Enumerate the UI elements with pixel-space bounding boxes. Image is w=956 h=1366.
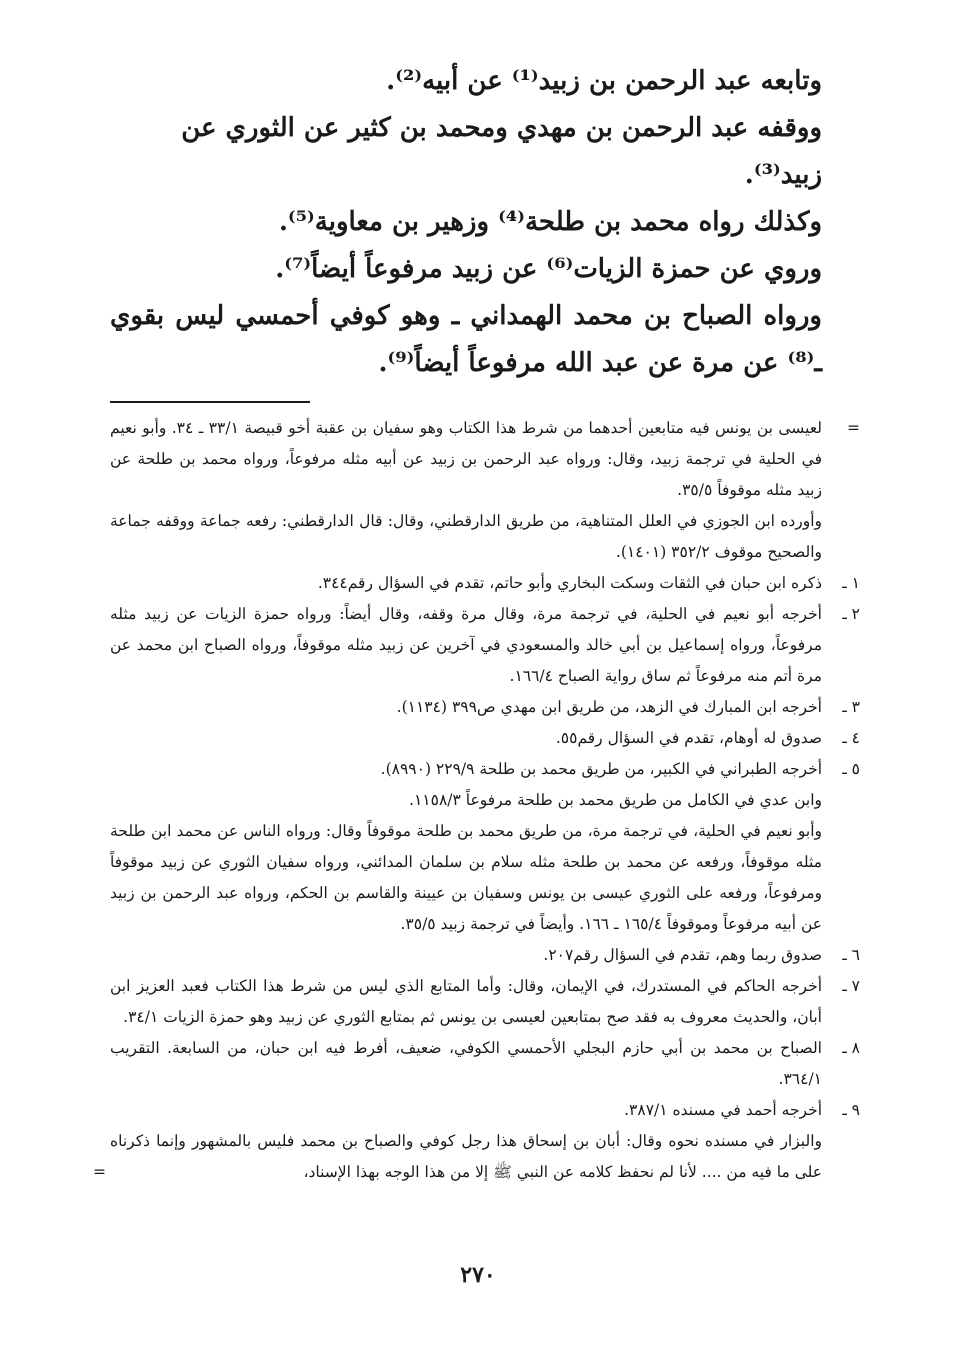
footnote-3 xyxy=(110,692,860,723)
footnote-1 xyxy=(110,568,860,599)
footnote-paragraph: وأورده ابن الجوزي في العلل المتناهية، من طريق الدارقطني، وقال: قال الدارقطني: رفعه جماعة ووقفه جماعة والصحيح موقوف ٣٥٢/٢ (١٤٠١). xyxy=(110,512,822,561)
footnote-number: ٣ ـ xyxy=(842,698,860,716)
footnote-6 xyxy=(110,940,860,971)
footnote-paragraph: أخرجه ابن المبارك في الزهد، من طريق ابن مهدي ص٣٩٩ (١١٣٤). xyxy=(396,698,822,716)
main-text xyxy=(110,58,822,387)
footnote-9 xyxy=(93,1095,860,1188)
footnote-number: ٩ ـ xyxy=(842,1101,860,1119)
trailing-continuation-mark: = xyxy=(93,1163,106,1181)
footnote-paragraph: أخرجه الطبراني في الكبير، من طريق محمد بن طلحة ٢٢٩/٩ (٨٩٩٠). xyxy=(380,760,822,778)
main-line: ورواه الصباح بن محمد الهمداني ـ وهو كوفي أحمسي ليس بقوي ـ⁽⁸⁾ عن مرة عن عبد الله مرفوعاً أيضاً⁽⁹⁾. xyxy=(110,301,822,378)
footnote-number: ٦ ـ xyxy=(842,946,860,964)
footnote-2 xyxy=(110,599,860,692)
main-line: وروي عن حمزة الزيات⁽⁶⁾ عن زبيد مرفوعاً أيضاً⁽⁷⁾. xyxy=(275,254,822,284)
footnote-paragraph: لعيسى بن يونس فيه متابعين أحدهما من شرط هذا الكتاب وهو سفيان بن عقبة أخو قبيصة ٣٣/١ ـ ٣٤. وأبو نعيم في الحلية في ترجمة زبيد، وقال: ورواه عبد الرحمن بن زبيد عن أبيه مثله مرفوعاً، ورواه محمد بن طلحة عن زبيد مثله موقوفاً ٣٥/٥. xyxy=(110,419,822,499)
footnote-paragraph: الصباح بن محمد بن أبي حازم البجلي الأحمسي الكوفي، ضعيف، أفرط فيه ابن حبان، من السابعة. التقريب ٣٦٤/١. xyxy=(110,1039,822,1088)
footnote-paragraph: وابن عدي في الكامل من طريق محمد بن طلحة مرفوعاً ١١٥٨/٣. xyxy=(409,791,822,809)
footnote-paragraph: وأبو نعيم في الحلية، في ترجمة مرة، من طريق محمد بن طلحة موقوفاً وقال: ورواه الناس عن محمد ابن طلحة مثله موقوفاً، ورفعه عن محمد بن طلحة مثله سلام بن سلمان المدائني، ورواه سفيان الثوري عن زبيد موقوفاً ومرفوعاً، ورفعه على الثوري عيسى بن يونس وسفيان بن عيينة والقاسم بن الحكم، ورواه عبد الرحمن بن زبيد عن أبيه مرفوعاً وموقوفاً ١٦٥/٤ ـ ١٦٦. وأيضاً في ترجمة زبيد ٣٥/٥. xyxy=(110,822,822,933)
footnote-paragraph: ذكره ابن حبان في الثقات وسكت البخاري وأبو حاتم، تقدم في السؤال رقم٣٤٤. xyxy=(317,574,822,592)
footnote-7 xyxy=(110,971,860,1033)
footnote-number: ٥ ـ xyxy=(842,760,860,778)
main-line: ووقفه عبد الرحمن بن مهدي ومحمد بن كثير عن الثوري عن زبيد⁽³⁾. xyxy=(181,113,822,190)
main-line: وكذلك رواه محمد بن طلحة⁽⁴⁾ وزهير بن معاوية⁽⁵⁾. xyxy=(278,207,822,237)
footnote-paragraph: أخرجه أبو نعيم في الحلية، في ترجمة مرة، وقال مرة وقفه، وقال أيضاً: ورواه حمزة الزيات عن زبيد مثله مرفوعاً، ورواه إسماعيل بن أبي خالد والمسعودي في آخرين عن زبيد مثله موقوفاً، ورواه الصباح ابن محمد عن مرة أتم منه مرفوعاً ثم ساق رواية الصباح ١٦٦/٤. xyxy=(110,605,822,685)
page-body xyxy=(93,58,860,1188)
page-number: ٢٧٠ xyxy=(460,1262,496,1288)
footnote-paragraph: صدوق ربما وهم، تقدم في السؤال رقم٢٠٧. xyxy=(543,946,822,964)
footnote-8 xyxy=(110,1033,860,1095)
footnote-paragraph: أخرجه أحمد في مسنده ٣٨٧/١. xyxy=(624,1101,822,1119)
footnote-number: ٧ ـ xyxy=(842,977,860,995)
footnote-number: ٤ ـ xyxy=(842,729,860,747)
footnote-separator xyxy=(110,401,310,403)
footnote-5 xyxy=(110,754,860,940)
footnote-number: ٢ ـ xyxy=(842,605,860,623)
main-line: وتابعه عبد الرحمن بن زبيد⁽¹⁾ عن أبيه⁽²⁾. xyxy=(386,66,822,96)
footnote-number: ١ ـ xyxy=(842,574,860,592)
footnote-paragraph: والبزار في مسنده نحوه وقال: أبان بن إسحاق هذا رجل كوفي والصباح بن محمد فليس بالمشهور وإنما ذكرناه على ما فيه من .... لأنا لم نحفظ كلامه عن النبي ﷺ إلا من هذا الوجه بهذا الإسناد، xyxy=(110,1132,822,1181)
continuation-mark: = xyxy=(847,419,860,437)
footnote-continuation xyxy=(110,413,860,568)
footnote-4 xyxy=(110,723,860,754)
footnote-number: ٨ ـ xyxy=(842,1039,860,1057)
footnote-paragraph: صدوق له أوهام، تقدم في السؤال رقم٥٥. xyxy=(555,729,822,747)
footnote-paragraph: أخرجه الحاكم في المستدرك، في الإيمان، وقال: وأما المتابع الذي ليس من شرط هذا الكتاب فعبد العزيز ابن أبان، والحديث معروف به فقد صح بمتابعين لعيسى بن يونس ثم بمتابع الثوري عن زبيد وهو حمزة الزيات ٣٤/١. xyxy=(110,977,822,1026)
